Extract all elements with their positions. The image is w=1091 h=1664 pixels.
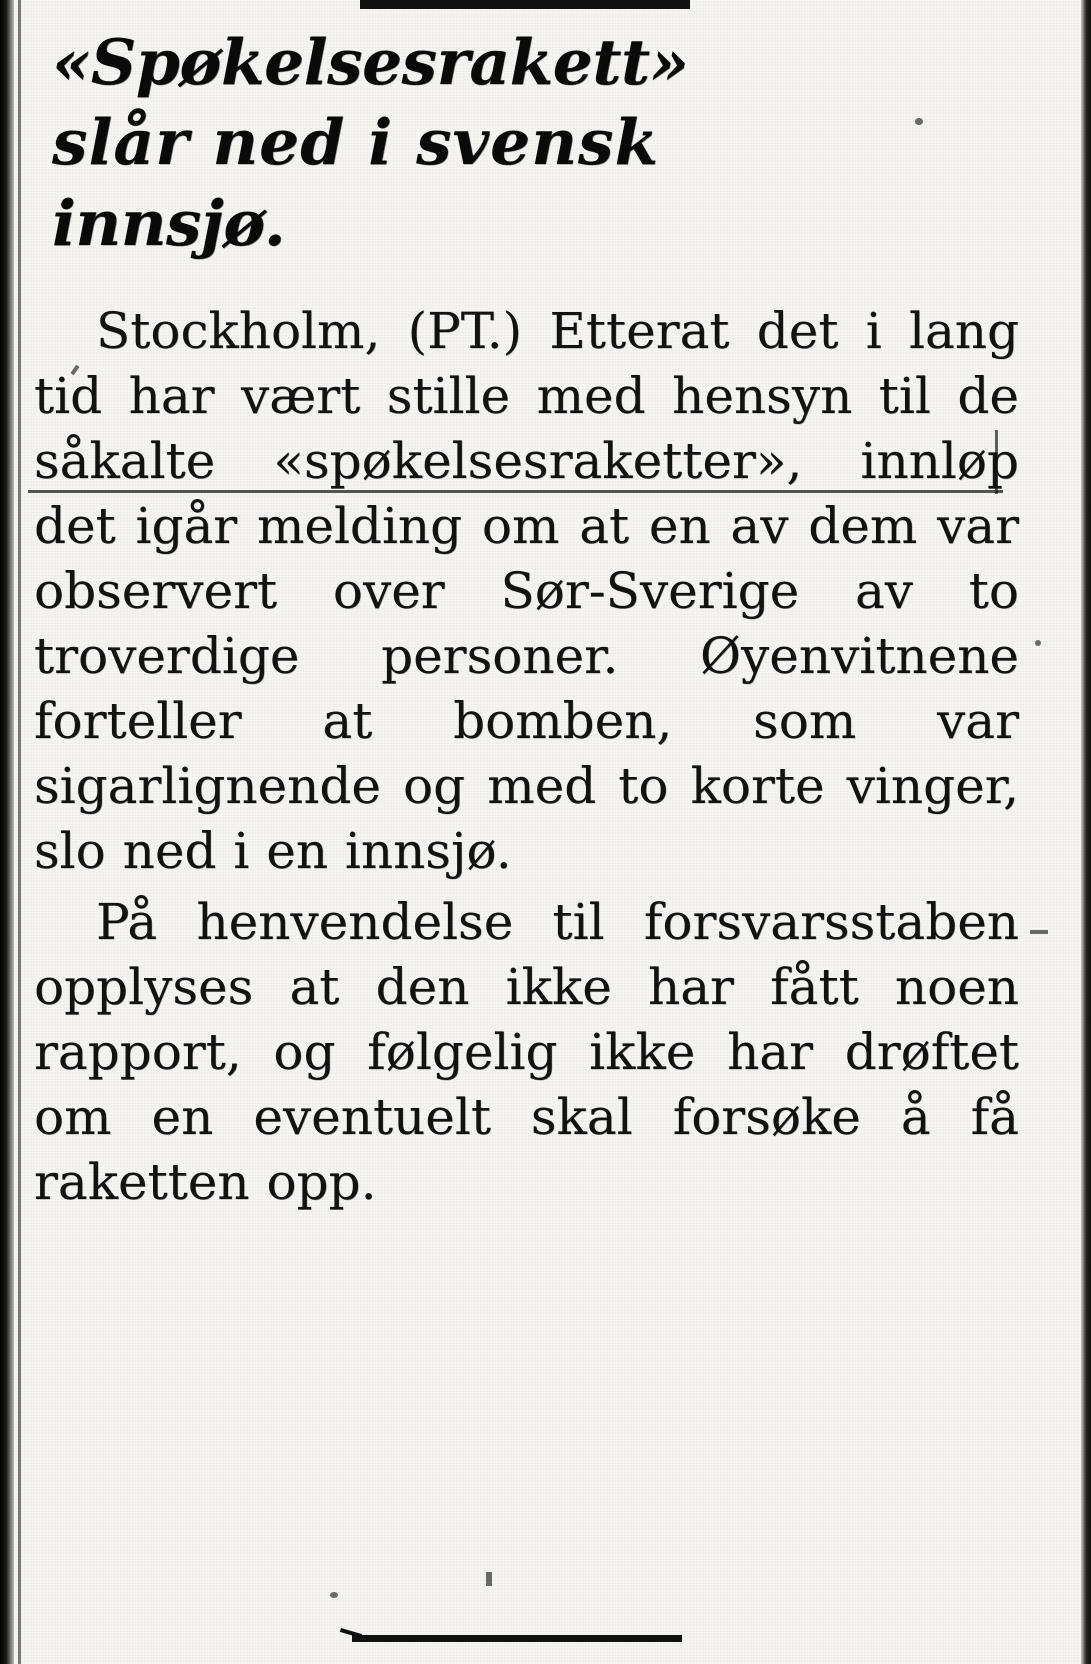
headline	[34, 25, 1019, 260]
scan-speck	[1035, 640, 1041, 646]
article-column	[34, 0, 1019, 1215]
headline-line-3: innsjø.	[52, 185, 286, 260]
article-body	[34, 299, 1019, 1215]
headline-line-1: «Spøkelsesrakett»	[52, 25, 689, 99]
scan-speck	[486, 1572, 492, 1586]
scan-speck	[330, 1592, 338, 1598]
scan-edge-right	[1081, 0, 1091, 1664]
article-paragraph-2: På henvendelse til forsvarsstaben opplyses at den ikke har fått noen rapport, og følgelig ikke har drøftet om en eventuelt skal forsøke å få raketten opp.	[34, 892, 1019, 1211]
bottom-rule	[352, 1635, 682, 1642]
scan-edge-left-inner	[18, 0, 21, 1664]
headline-line-2: slår ned i svensk	[52, 105, 660, 180]
scan-speck	[1030, 930, 1048, 934]
article-paragraph-1: Stockholm, (PT.) Etterat det i lang tid har vært stille med hensyn til de såkalte «spøkelsesraketter», innløp det igår melding om at en av dem var observert over Sør-Sverige av to troverdige personer. Øyenvitnene forteller at bomben, som var sigarlignende og med to korte vinger, slo ned i en innsjø.	[34, 301, 1019, 880]
scan-edge-left	[0, 0, 14, 1664]
